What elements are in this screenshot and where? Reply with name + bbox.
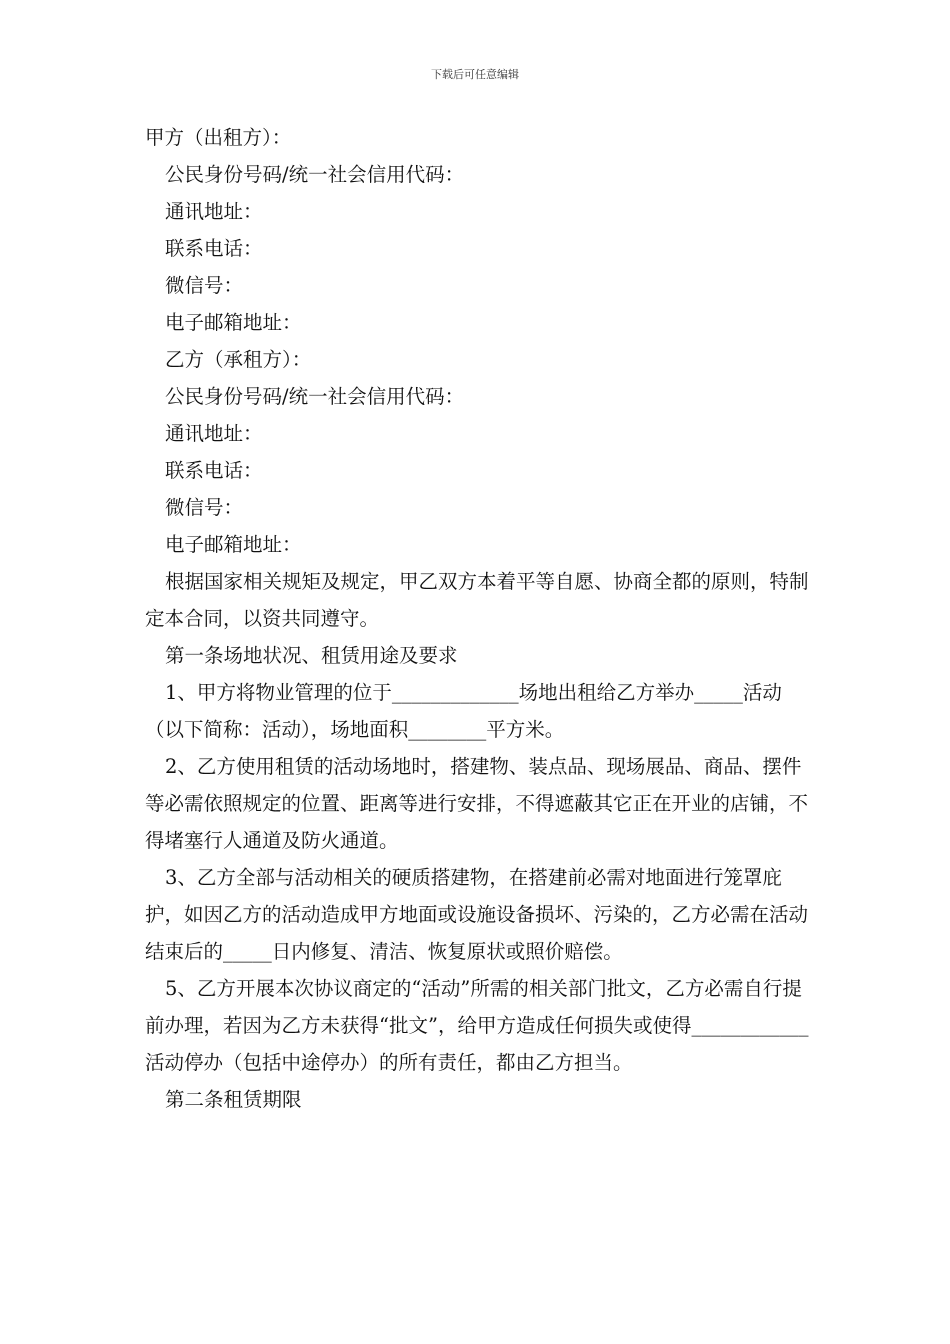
party-a-email-label: 电子邮箱地址：	[165, 311, 302, 334]
article1-clause-1: 1、甲方将物业管理的位于_____________场地出租给乙方举办_____活动（以下简称：活动），场地面积________平方米。	[145, 681, 782, 741]
party-a-id-label: 公民身份号码/统一社会信用代码：	[165, 163, 465, 186]
article1-clause-5: 5、乙方开展本次协议商定的“活动”所需的相关部门批文，乙方必需自行提前办理，若因为乙方未获得“批文”，给甲方造成任何损失或使得____________活动停办（包括中途停办）的所有责任，都由乙方担当。	[145, 977, 809, 1074]
party-b-id-label: 公民身份号码/统一社会信用代码：	[165, 385, 465, 408]
article1-clause-2: 2、乙方使用租赁的活动场地时，搭建物、装点品、现场展品、商品、摆件等必需依照规定的位置、距离等进行安排，不得遮蔽其它正在开业的店铺，不得堵塞行人通道及防火通道。	[145, 755, 809, 852]
party-b-title: 乙方（承租方）：	[165, 348, 312, 371]
document-body	[145, 119, 810, 1118]
header-note: 下载后可任意编辑	[431, 68, 519, 81]
party-b-wechat-label: 微信号：	[165, 496, 244, 519]
party-b-address-label: 通讯地址：	[165, 422, 263, 445]
party-a-phone-label: 联系电话：	[165, 237, 263, 260]
article2-title: 第二条租赁期限	[165, 1088, 302, 1111]
party-a-address-label: 通讯地址：	[165, 200, 263, 223]
party-a-title: 甲方（出租方）：	[145, 126, 292, 149]
party-b-phone-label: 联系电话：	[165, 459, 263, 482]
preamble-paragraph: 根据国家相关规矩及规定，甲乙双方本着平等自愿、协商全都的原则，特制定本合同，以资共同遵守。	[145, 570, 809, 630]
article1-clause-3: 3、乙方全部与活动相关的硬质搭建物，在搭建前必需对地面进行笼罩庇护，如因乙方的活动造成甲方地面或设施设备损坏、污染的，乙方必需在活动结束后的_____日内修复、清洁、恢复原状或照价赔偿。	[145, 866, 809, 963]
article1-title: 第一条场地状况、租赁用途及要求	[165, 644, 458, 667]
party-b-email-label: 电子邮箱地址：	[165, 533, 302, 556]
party-a-wechat-label: 微信号：	[165, 274, 244, 297]
